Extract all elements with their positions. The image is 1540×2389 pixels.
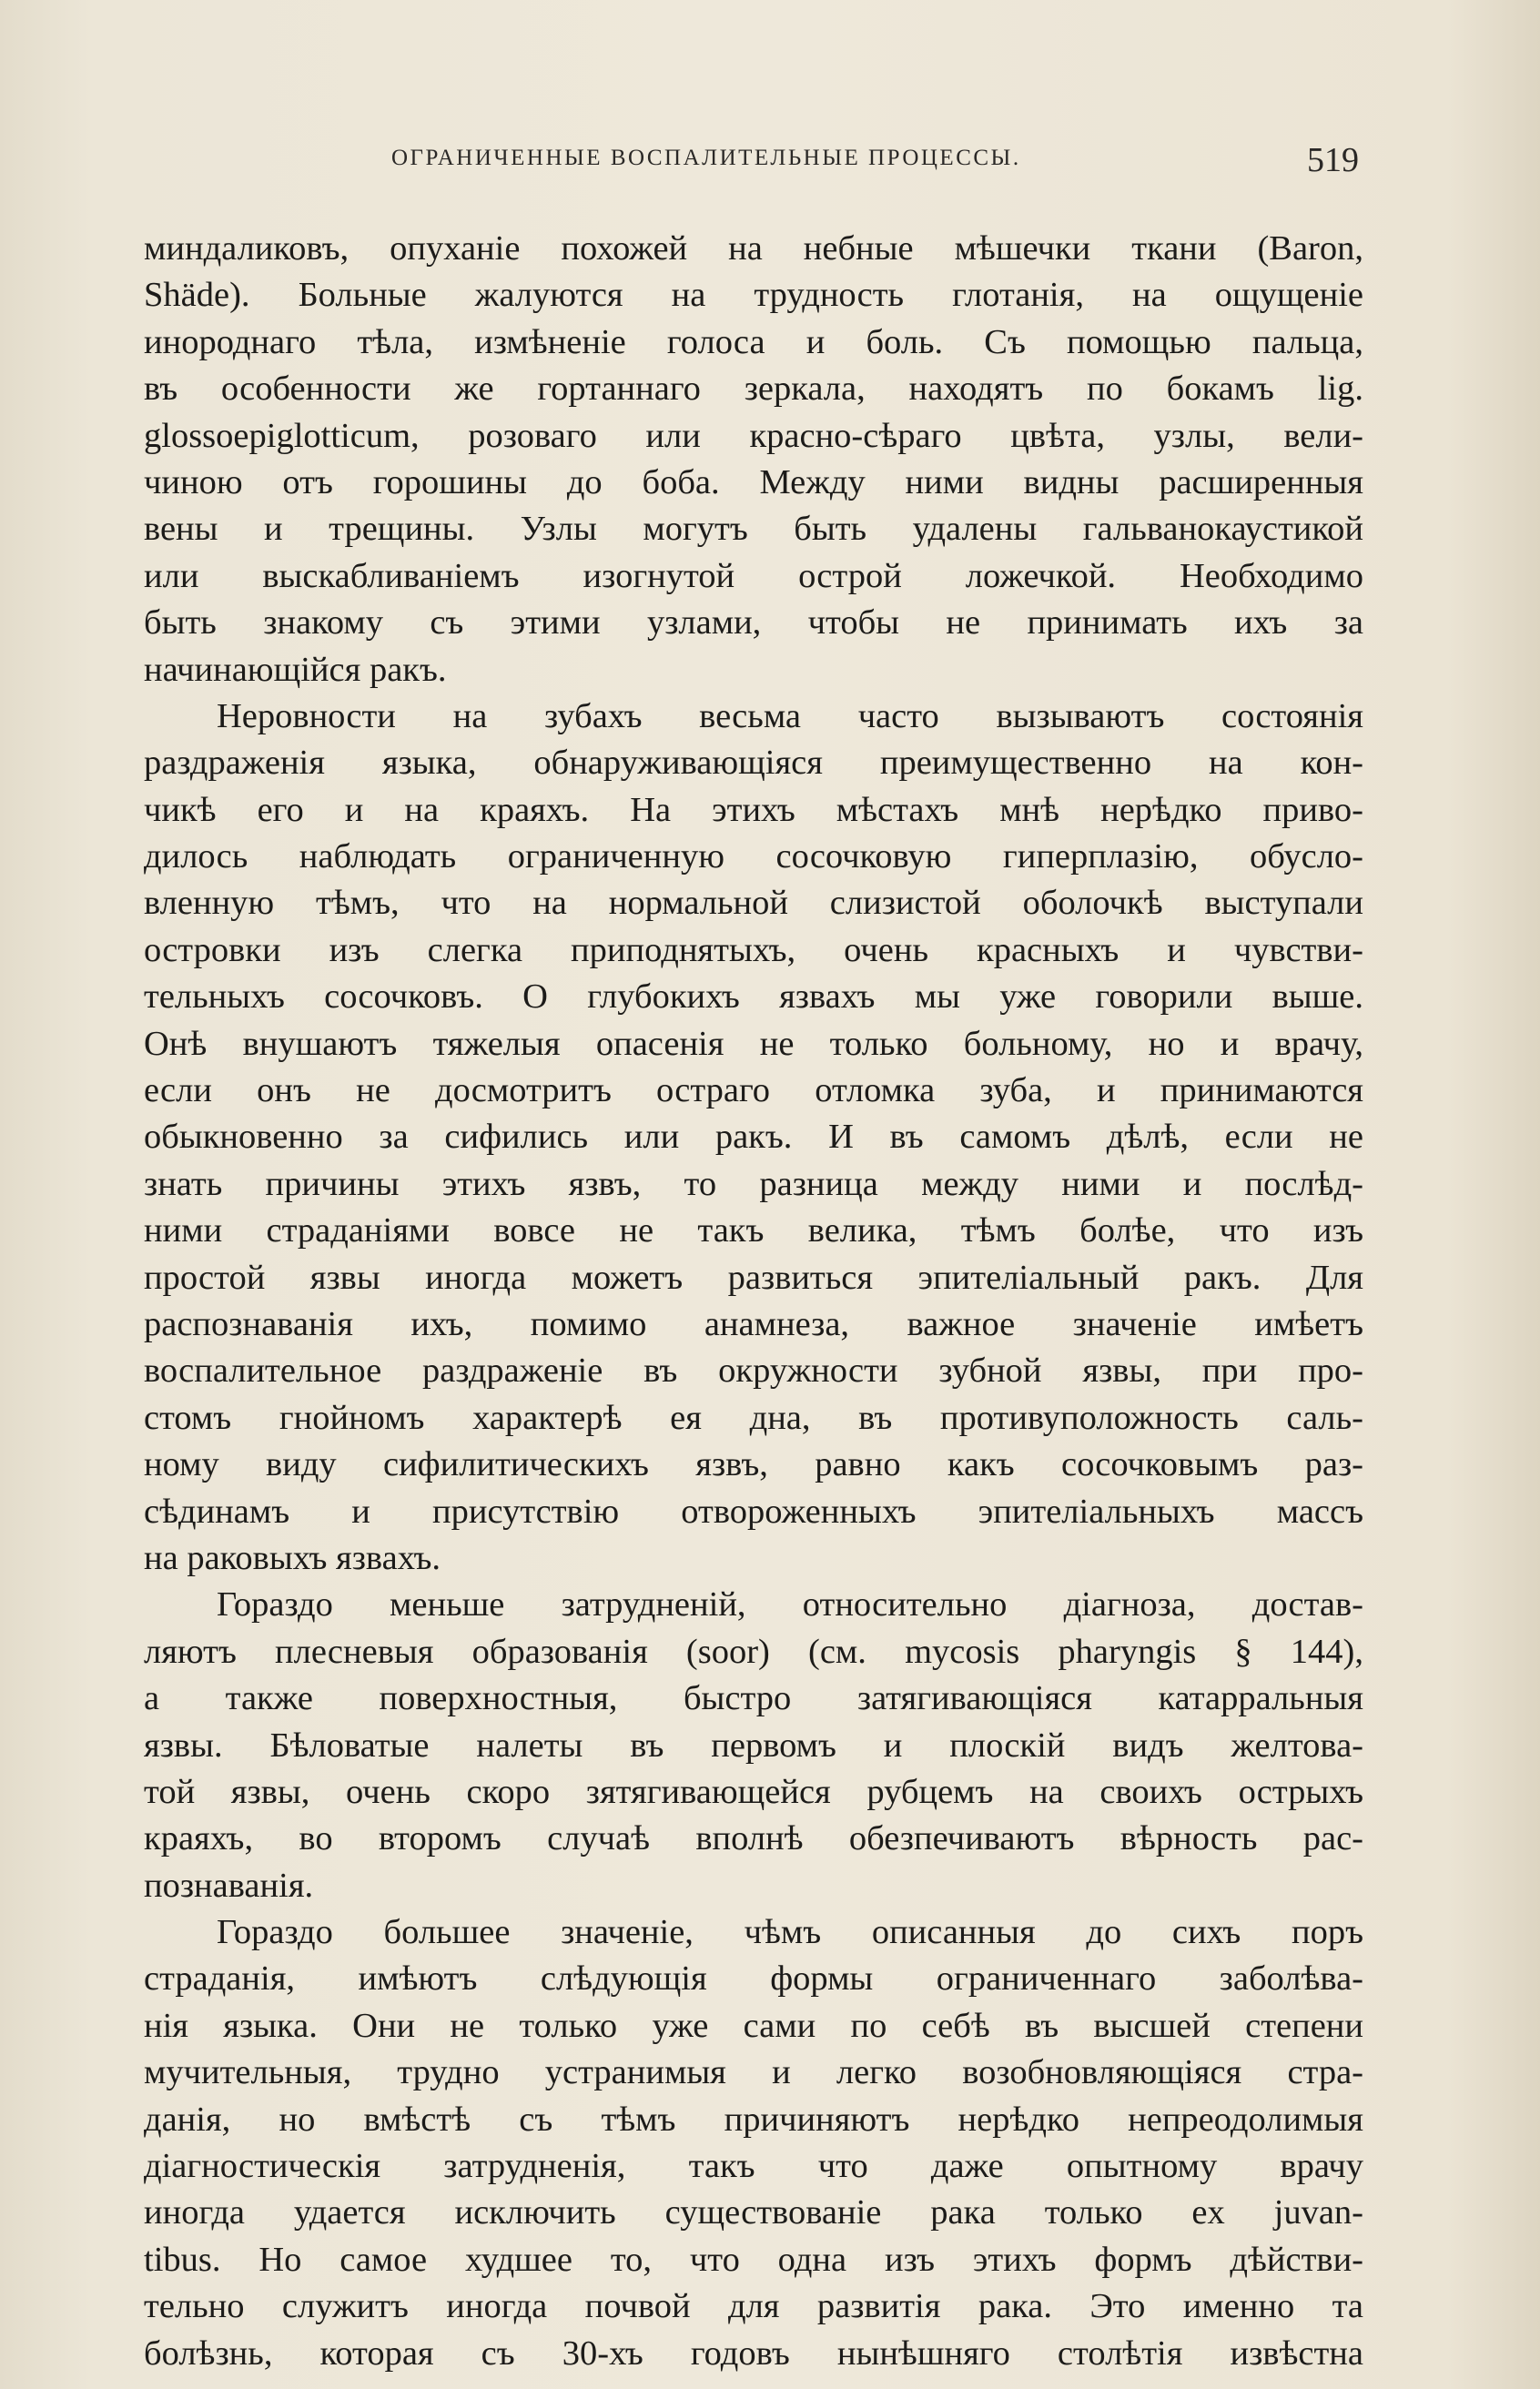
text-line: той язвы, очень скоро зятягивающейся рубцемъ на своихъ острыхъ	[144, 1772, 1363, 1811]
text-line: распознаванія ихъ, помимо анамнеза, важное значеніе имѣетъ	[144, 1304, 1363, 1343]
text-line: знать причины этихъ язвъ, то разница между ними и послѣд-	[144, 1164, 1363, 1203]
text-line: tibus. Но самое худшее то, что одна изъ этихъ формъ дѣйстви-	[144, 2240, 1363, 2279]
text-line: Гораздо меньше затрудненій, относительно діагноза, достав-	[217, 1585, 1363, 1625]
text-line: страданія, имѣютъ слѣдующія формы ограниченнаго заболѣва-	[144, 1959, 1363, 1999]
text-line: въ особенности же гортаннаго зеркала, находятъ по бокамъ lig.	[144, 369, 1363, 409]
text-line: Онѣ внушаютъ тяжелыя опасенія не только больному, но и врачу,	[144, 1024, 1363, 1063]
text-line: раздраженія языка, обнаруживающіяся преимущественно на кон-	[144, 744, 1363, 783]
text-line: познаванія.	[144, 1866, 314, 1905]
text-line: миндаликовъ, опуханіе похожей на небные мѣшечки ткани (Baron,	[144, 229, 1363, 268]
text-line: островки изъ слегка приподнятыхъ, очень красныхъ и чувстви-	[144, 930, 1363, 969]
text-line: чикѣ его и на краяхъ. На этихъ мѣстахъ мнѣ нерѣдко приво-	[144, 790, 1363, 829]
text-line: стомъ гнойномъ характерѣ ея дна, въ противуположность саль-	[144, 1398, 1363, 1437]
text-line: быть знакому съ этими узлами, чтобы не принимать ихъ за	[144, 603, 1363, 643]
text-line: или выскабливаніемъ изогнутой острой ложечкой. Необходимо	[144, 556, 1363, 595]
body-text	[144, 226, 1363, 2377]
text-line: тельно служитъ иногда почвой для развитія рака. Это именно та	[144, 2287, 1363, 2326]
text-line: діагностическія затрудненія, такъ что даже опытному врачу	[144, 2147, 1363, 2186]
page-number: 519	[1307, 141, 1359, 179]
running-head	[146, 141, 1370, 186]
text-line: иногда удается исключить существованіе рака только ex juvan-	[144, 2193, 1363, 2232]
text-line: простой язвы иногда можетъ развиться эпителіальный ракъ. Для	[144, 1258, 1363, 1297]
text-line: болѣзнь, которая съ 30-хъ годовъ нынѣшняго столѣтія извѣстна	[144, 2333, 1363, 2373]
text-line: ляютъ плесневыя образованія (soor) (см. mycosis pharyngis § 144),	[144, 1632, 1363, 1671]
text-line: Shäde). Больные жалуются на трудность глотанія, на ощущеніе	[144, 276, 1363, 315]
text-line: Гораздо большее значеніе, чѣмъ описанныя до сихъ поръ	[217, 1913, 1363, 1952]
text-line: мучительныя, трудно устранимыя и легко возобновляющіяся стра-	[144, 2053, 1363, 2092]
text-line: вены и трещины. Узлы могутъ быть удалены гальванокаустикой	[144, 510, 1363, 549]
text-line: нія языка. Они не только уже сами по себѣ въ высшей степени	[144, 2006, 1363, 2045]
text-line: воспалительное раздраженіе въ окружности зубной язвы, при про-	[144, 1351, 1363, 1391]
text-line: тельныхъ сосочковъ. О глубокихъ язвахъ мы уже говорили выше.	[144, 977, 1363, 1017]
running-title: ОГРАНИЧЕННЫЕ ВОСПАЛИТЕЛЬНЫЕ ПРОЦЕССЫ.	[391, 146, 1021, 170]
text-line: обыкновенно за сифились или ракъ. И въ самомъ дѣлѣ, если не	[144, 1118, 1363, 1157]
text-line: а также поверхностныя, быстро затягивающіяся катарральныя	[144, 1679, 1363, 1718]
text-line: чиною отъ горошины до боба. Между ними видны расширенныя	[144, 462, 1363, 501]
text-line: дилось наблюдать ограниченную сосочковую гиперплазію, обусло-	[144, 837, 1363, 876]
text-line: ними страданіями вовсе не такъ велика, тѣмъ болѣе, что изъ	[144, 1211, 1363, 1250]
text-line: краяхъ, во второмъ случаѣ вполнѣ обезпечиваютъ вѣрность рас-	[144, 1819, 1363, 1858]
text-line: вленную тѣмъ, что на нормальной слизистой оболочкѣ выступали	[144, 884, 1363, 923]
text-line: данія, но вмѣстѣ съ тѣмъ причиняютъ нерѣдко непреодолимыя	[144, 2100, 1363, 2139]
text-line: на раковыхъ язвахъ.	[144, 1538, 441, 1577]
text-line: инороднаго тѣла, измѣненіе голоса и боль. Съ помощью пальца,	[144, 322, 1363, 361]
text-line: glossoepiglotticum, розоваго или красно-сѣраго цвѣта, узлы, вели-	[144, 416, 1363, 455]
text-line: Неровности на зубахъ весьма часто вызываютъ состоянія	[217, 696, 1363, 735]
text-line: ному виду сифилитическихъ язвъ, равно какъ сосочковымъ раз-	[144, 1445, 1363, 1484]
text-line: если онъ не досмотритъ остраго отломка зуба, и принимаются	[144, 1071, 1363, 1110]
text-line: язвы. Бѣловатые налеты въ первомъ и плоскій видъ желтова-	[144, 1726, 1363, 1765]
text-line: начинающійся ракъ.	[144, 650, 447, 689]
text-line: сѣдинамъ и присутствію отвороженныхъ эпителіальныхъ массъ	[144, 1492, 1363, 1531]
